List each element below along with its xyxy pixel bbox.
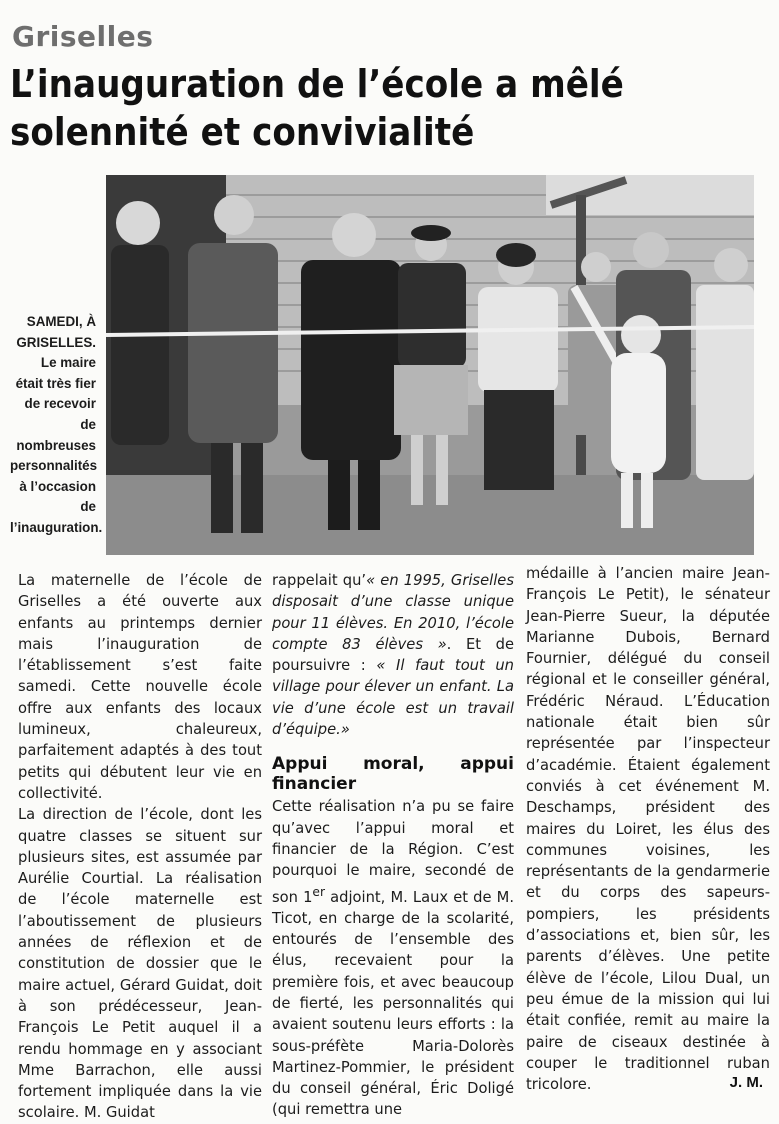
article-column-2 (272, 570, 514, 1121)
subheading: Appui moral, appui financier (272, 754, 514, 795)
headline: L’inauguration de l’école a mêlé solennité et convivialité (10, 62, 624, 154)
quote: « Il faut tout un village pour élever un enfant. La vie d’une école est un travail d’équipe.» (272, 657, 514, 739)
author-signature: J. M. (729, 1074, 763, 1091)
article-paragraph (272, 570, 514, 740)
article-column-3 (526, 563, 770, 1095)
article-paragraph: La direction de l’école, dont les quatre classes se situent sur plusieurs sites, est assumée par Aurélie Courtial. La réalisation de l’école maternelle est l’aboutissement de plusieurs années de réflexion et de constitution de dossier que le maire actuel, Gérard Guidat, doit à son prédécesseur, Jean-François Le Petit auquel il a rendu hommage en y associant Mme Barrachon, elle aussi fortement impliquée dans la vie scolaire. M. Guidat (18, 806, 262, 1122)
article-paragraph: médaille à l’ancien maire Jean-François Le Petit), le sénateur Jean-Pierre Sueur, la députée Marianne Dubois, Bernard Fournier, délégué du conseil régional et le conseiller général, Frédéric Néraud. L’Éducation nationale était bien sûr représentée par l’inspecteur d’académie. Étaient également conviés à cet événement M. Deschamps, président des maires du Loiret, les élus des communes voisines, les représentants de la gendarmerie et du corps des sapeurs-pompiers, les présidents d’associations et, bien sûr, les parents d’élèves. Une petite élève de l’école, Lilou Dual, un peu émue de la mission qui lui était confiée, remit au maire la paire de ciseaux destinée à couper le traditionnel ruban tricolore. (526, 565, 770, 1094)
photo-caption (10, 312, 103, 539)
paragraph-text: adjoint, M. Laux et de M. Ticot, en charge de la scolarité, entourés de l’ensemble des élus, recevaient pour la première fois, et avec beaucoup de fierté, les personnalités qui avaient soutenu leurs efforts : la sous-préfète Maria-Dolorès Martinez-Pommier, le président du conseil général, Éric Doligé (qui remettra une (272, 888, 514, 1119)
quote-transition: . Et de poursuivre : (272, 635, 515, 675)
ordinal-suffix: er (312, 884, 325, 899)
paragraph-text: Cette réalisation n’a pu se faire qu’avec l’appui moral et financier de la Région. C’est pourquoi le maire, secondé de son 1 (272, 798, 514, 906)
article-paragraph (272, 796, 514, 1120)
article-column-1 (18, 570, 262, 1124)
quote: « en 1995, Griselles disposait d’une classe unique pour 11 élèves. En 2010, l’école compte 83 élèves » (272, 572, 514, 653)
inauguration-photo (106, 175, 754, 555)
photo (106, 175, 754, 555)
locality: Griselles (12, 20, 154, 53)
caption-text: Le maire était très fier de recevoir de nombreuses personnalités à l’occasion de l’inauguration. (10, 355, 103, 535)
quote-intro: rappelait qu’ (272, 572, 367, 589)
article-paragraph: La maternelle de l’école de Griselles a été ouverte aux enfants au printemps dernier mais l’inauguration de l’établissement s’est faite samedi. Cette nouvelle école offre aux enfants des locaux lumineux, chaleureux, parfaitement adaptés à des tout petits qui débutent leur vie en collectivité. (18, 572, 262, 802)
caption-lead: SAMEDI, À GRISELLES. (16, 314, 96, 350)
